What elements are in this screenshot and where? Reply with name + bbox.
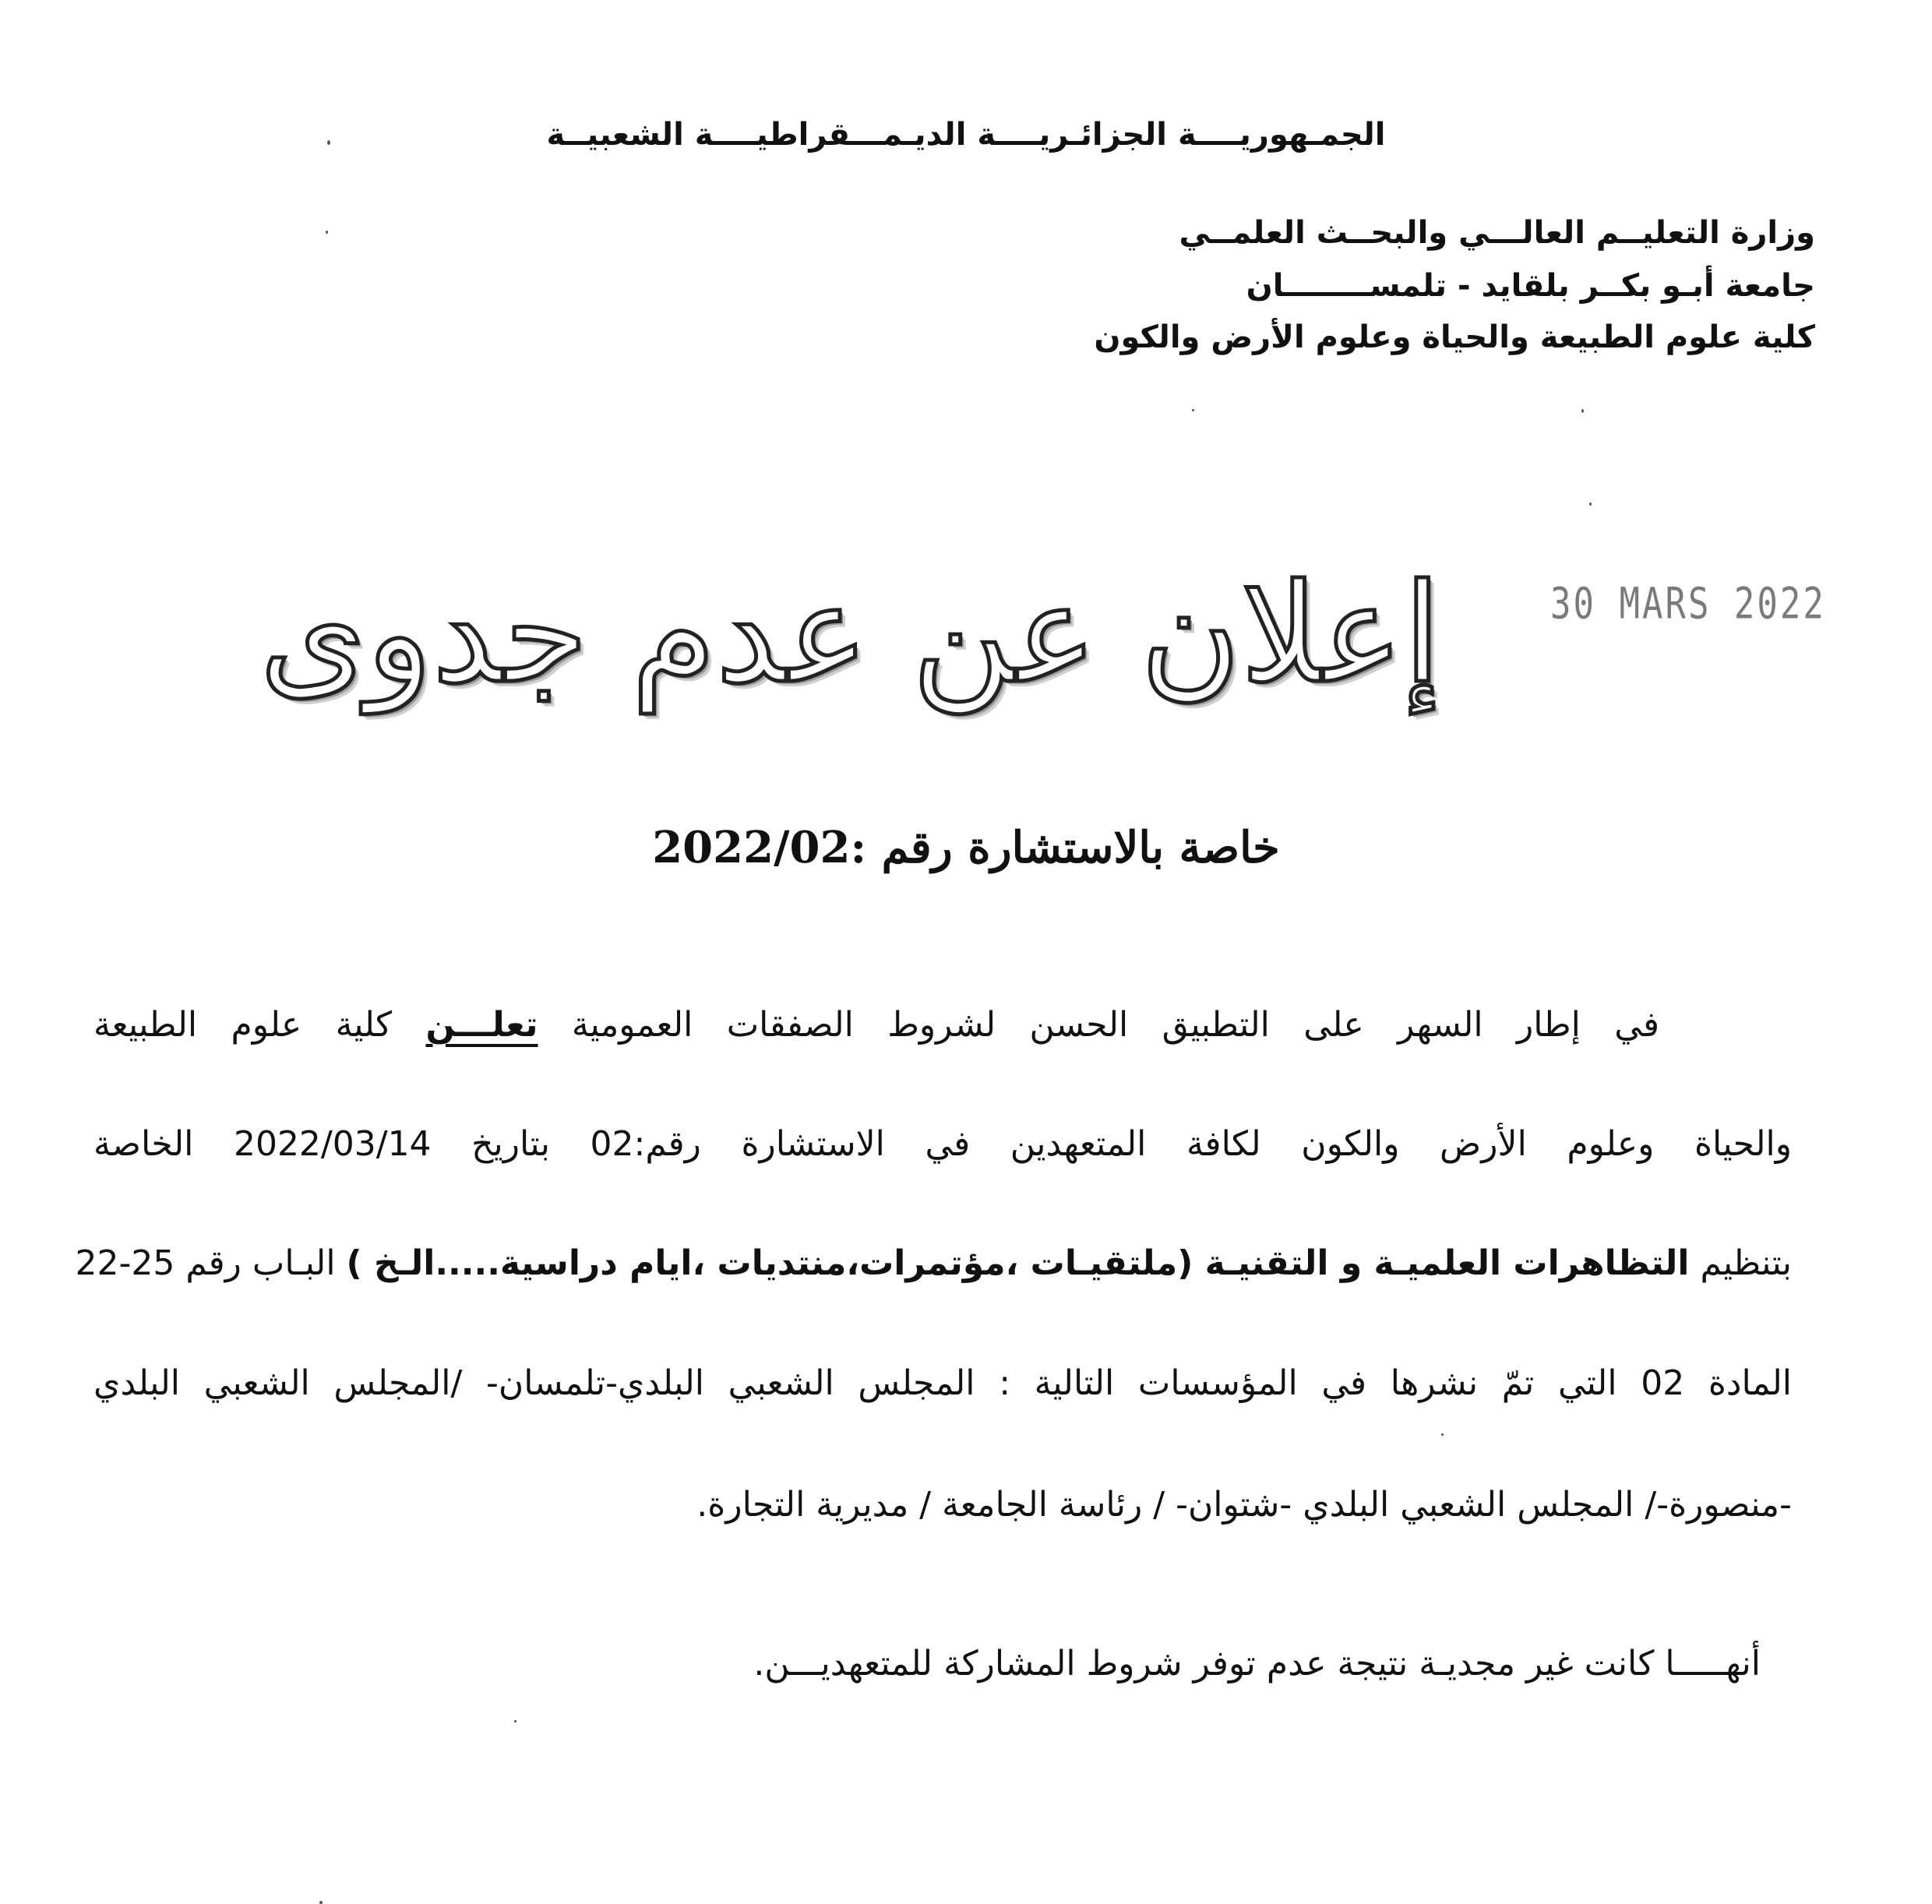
announcement-title-block <box>259 518 1441 752</box>
body-line-1 <box>93 1005 1659 1045</box>
line3-events: التظاهرات العلميـة و التقنيـة (ملتقيـات ،مؤتمرات،منتديات ،ايام دراسية.....الـخ ) <box>346 1243 1690 1283</box>
scan-speck <box>1192 409 1194 411</box>
body-line-3 <box>75 1243 1792 1283</box>
line1-before: في إطار السهر على التطبيق الحسن لشروط الصفقات العمومية <box>571 1005 1659 1045</box>
body-line-6: أنهـــــا كانت غير مجديـة نتيجة عدم توفر شروط المشاركة للمتعهديـــن. <box>753 1644 1761 1684</box>
scan-speck <box>326 231 328 234</box>
line3-before: بتنظيم <box>1700 1243 1792 1283</box>
line3-after: البـاب رقم <box>185 1243 336 1283</box>
line2-middle: بتاريخ <box>471 1124 550 1164</box>
announce-verb: تعلـــن <box>425 1005 538 1045</box>
republic-header: الجمـهوريــــة الجزائـريــــة الديـمـــقراطيــــة الشعبيــة <box>546 117 1386 153</box>
consultation-number: 2022/02 <box>652 822 851 873</box>
body-line-2 <box>93 1124 1792 1164</box>
scan-speck <box>327 140 330 145</box>
date-stamp: 30 MARS 2022 <box>1550 579 1826 629</box>
consultation-subtitle <box>0 822 1932 873</box>
body-line-5: -منصورة-/ المجلس الشعبي البلدي -شتوان- / رئاسة الجامعة / مديرية التجارة. <box>696 1485 1792 1525</box>
line2-after: الخاصة <box>93 1124 194 1164</box>
line1-after: كلية علوم الطبيعة <box>93 1005 393 1045</box>
university-line: جامعة أبـو بكــر بلقايد - تلمســــــــان <box>1246 268 1815 304</box>
subtitle-text: خاصة بالاستشارة رقم : <box>850 822 1280 873</box>
ministry-line: وزارة التعليــم العالـــي والبحــث العلمــي <box>1179 215 1815 251</box>
faculty-line: كلية علوم الطبيعة والحياة وعلوم الأرض والكون <box>1094 319 1815 355</box>
body-line-4: المادة 02 التي تمّ نشرها في المؤسسات التالية : المجلس الشعبي البلدي-تلمسان- /المجلس الشعبي البلدي <box>93 1363 1793 1403</box>
scan-speck <box>1581 409 1584 413</box>
announcement-title: إعلان عن عدم جدوى <box>259 555 1441 714</box>
line2-before: والحياة وعلوم الأرض والكون لكافة المتعهدين في الاستشارة رقم: <box>633 1124 1792 1164</box>
scan-speck <box>1441 1433 1444 1436</box>
scan-speck <box>1589 502 1592 506</box>
line2-date: 2022/03/14 <box>233 1124 432 1164</box>
scan-speck <box>514 1720 516 1722</box>
scan-speck <box>319 1901 323 1904</box>
line3-number: 22-25 <box>75 1243 175 1283</box>
line2-number: 02 <box>590 1124 634 1164</box>
